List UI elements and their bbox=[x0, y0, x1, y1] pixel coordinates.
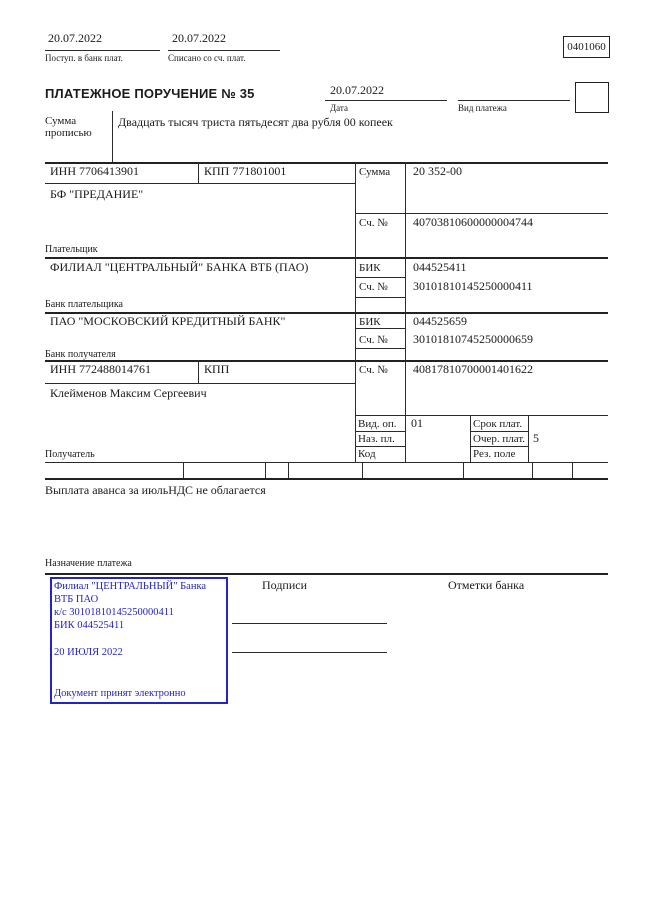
payer-account: 40703810600000004744 bbox=[413, 215, 533, 229]
value-column-divider bbox=[405, 162, 406, 462]
payer-bank-bik: 044525411 bbox=[413, 260, 467, 274]
op-values-divider bbox=[470, 415, 471, 462]
status-checkbox bbox=[575, 82, 609, 113]
payee-account: 40817810700001401622 bbox=[413, 362, 533, 376]
payer-bank-bik-cell-border bbox=[355, 277, 405, 278]
amount-label: Сумма bbox=[359, 166, 391, 178]
payee-bank-name: ПАО "МОСКОВСКИЙ КРЕДИТНЫЙ БАНК" bbox=[50, 314, 286, 328]
payee-name: Клейменов Максим Сергеевич bbox=[50, 386, 207, 400]
payee-bank-account-label: Сч. № bbox=[359, 334, 388, 346]
payer-section-border bbox=[45, 257, 608, 259]
payee-section-label: Получатель bbox=[45, 449, 95, 460]
tax-row-bottom-border bbox=[45, 478, 608, 480]
due-date-cell-border bbox=[470, 431, 528, 432]
payer-section-label: Плательщик bbox=[45, 244, 98, 255]
op-kind-label: Вид. оп. bbox=[358, 418, 397, 430]
document-date-label: Дата bbox=[330, 103, 348, 113]
stamp-line: ВТБ ПАО bbox=[54, 594, 99, 605]
payee-bank-bik-label: БИК bbox=[359, 316, 381, 328]
signature-line bbox=[232, 623, 387, 624]
document-date-value: 20.07.2022 bbox=[330, 83, 384, 97]
priority-values-divider bbox=[528, 415, 529, 462]
payee-inn-row-border bbox=[45, 383, 355, 384]
pay-name-cell-border bbox=[355, 446, 405, 447]
payer-bank-bik-label: БИК bbox=[359, 262, 381, 274]
payer-bank-account: 30101810145250000411 bbox=[413, 279, 533, 293]
amount-cell-border bbox=[355, 213, 608, 214]
payee-bank-bik-cell-border bbox=[355, 328, 405, 329]
payer-inn-row-border bbox=[45, 183, 355, 184]
stamp-date: 20 ИЮЛЯ 2022 bbox=[54, 647, 123, 658]
payment-kind-label: Вид платежа bbox=[458, 103, 507, 113]
date-debited-label: Списано со сч. плат. bbox=[168, 53, 246, 63]
date-debited-value: 20.07.2022 bbox=[172, 31, 226, 45]
op-kind-cell-border bbox=[355, 431, 405, 432]
due-date-label: Срок плат. bbox=[473, 418, 523, 430]
purpose-label: Назначение платежа bbox=[45, 558, 132, 569]
pay-name-label: Наз. пл. bbox=[358, 433, 395, 445]
amount-in-words-divider bbox=[112, 111, 113, 162]
payee-section-border bbox=[45, 462, 608, 463]
signature-line bbox=[232, 652, 387, 653]
amount-in-words-value: Двадцать тысяч триста пятьдесят два рубля 00 копеек bbox=[118, 115, 393, 129]
form-code-box bbox=[563, 36, 610, 58]
purpose-text: Выплата аванса за июльНДС не облагается bbox=[45, 483, 266, 497]
stamp-line: Филиал "ЦЕНТРАЛЬНЫЙ" Банка bbox=[54, 581, 207, 592]
amount-value: 20 352-00 bbox=[413, 164, 462, 178]
payer-inn: ИНН 7706413901 bbox=[50, 164, 139, 178]
payer-bank-account-label: Сч. № bbox=[359, 281, 388, 293]
payer-name: БФ "ПРЕДАНИЕ" bbox=[50, 187, 144, 201]
label-column-divider bbox=[355, 162, 356, 462]
payee-bank-acc-cell-border bbox=[355, 348, 405, 349]
payer-kpp-divider bbox=[198, 162, 199, 183]
tax-cell-divider bbox=[572, 462, 573, 478]
code-label: Код bbox=[358, 448, 376, 460]
op-block-top-border bbox=[355, 415, 608, 416]
form-code: 0401060 bbox=[567, 41, 606, 53]
priority-label: Очер. плат. bbox=[473, 433, 526, 445]
payer-bank-acc-cell-border bbox=[355, 297, 405, 298]
tax-cell-divider bbox=[288, 462, 289, 478]
date-debited-underline bbox=[168, 50, 280, 51]
bank-marks-label: Отметки банка bbox=[448, 578, 525, 592]
reserve-label: Рез. поле bbox=[473, 448, 516, 460]
amount-in-words-label: Сумма прописью bbox=[45, 115, 92, 140]
tax-cell-divider bbox=[463, 462, 464, 478]
tax-cell-divider bbox=[183, 462, 184, 478]
stamp-line: БИК 044525411 bbox=[54, 620, 125, 631]
page-title: ПЛАТЕЖНОЕ ПОРУЧЕНИЕ № 35 bbox=[45, 86, 255, 101]
purpose-bottom-border bbox=[45, 573, 608, 575]
document-date-underline bbox=[325, 100, 447, 101]
op-kind-value: 01 bbox=[411, 416, 423, 430]
payment-kind-underline bbox=[458, 100, 570, 101]
payee-kpp-divider bbox=[198, 360, 199, 383]
payee-inn: ИНН 772488014761 bbox=[50, 362, 151, 376]
payee-bank-account: 30101810745250000659 bbox=[413, 332, 533, 346]
payee-bank-bik: 044525659 bbox=[413, 314, 467, 328]
payee-kpp: КПП bbox=[204, 362, 230, 376]
payee-bank-section-label: Банк получателя bbox=[45, 349, 116, 360]
tax-cell-divider bbox=[265, 462, 266, 478]
date-received-label: Поступ. в банк плат. bbox=[45, 53, 123, 63]
payee-account-label: Сч. № bbox=[359, 364, 388, 376]
stamp-note: Документ принят электронно bbox=[54, 688, 186, 699]
tax-cell-divider bbox=[362, 462, 363, 478]
priority-value: 5 bbox=[533, 431, 539, 445]
stamp-line: к/с 30101810145250000411 bbox=[54, 607, 174, 618]
tax-cell-divider bbox=[532, 462, 533, 478]
date-received-value: 20.07.2022 bbox=[48, 31, 102, 45]
priority-cell-border bbox=[470, 446, 528, 447]
signatures-label: Подписи bbox=[262, 578, 308, 592]
payer-bank-section-label: Банк плательщика bbox=[45, 299, 123, 310]
date-received-underline bbox=[45, 50, 160, 51]
payer-bank-name: ФИЛИАЛ "ЦЕНТРАЛЬНЫЙ" БАНКА ВТБ (ПАО) bbox=[50, 260, 309, 274]
payer-account-label: Сч. № bbox=[359, 217, 388, 229]
payer-kpp: КПП 771801001 bbox=[204, 164, 287, 178]
